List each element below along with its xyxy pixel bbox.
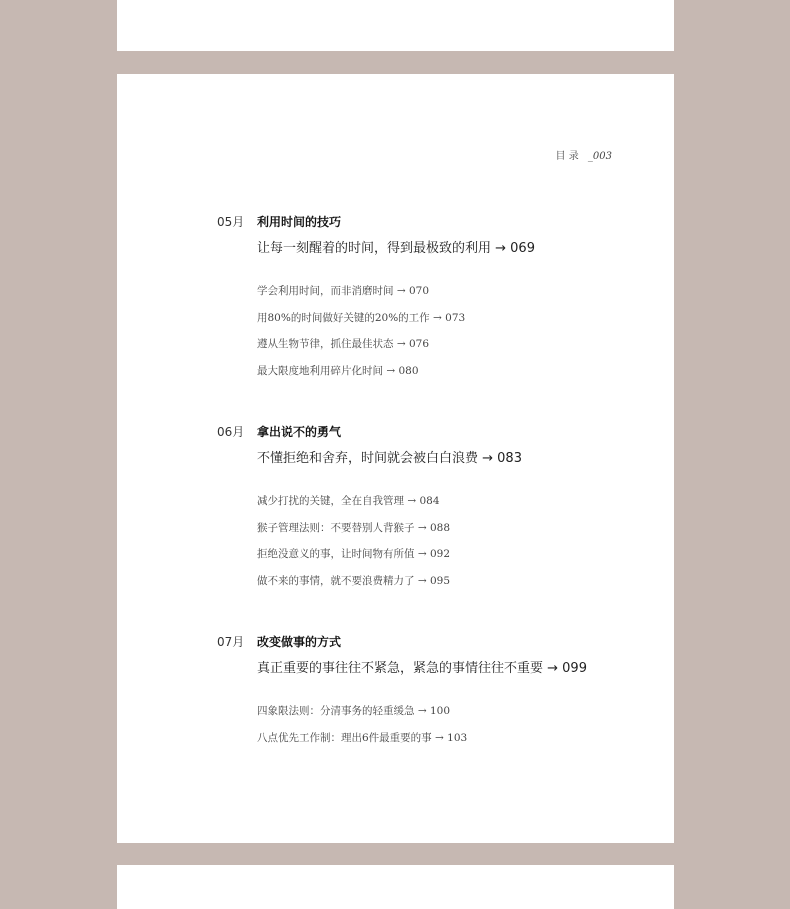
- chapter-subtitle[interactable]: 让每一刻醒着的时间，得到最极致的利用 → 069: [257, 241, 535, 256]
- section-item[interactable]: 猴子管理法则：不要替别人背猴子 → 088: [257, 521, 451, 534]
- chapter-05: [217, 213, 637, 390]
- page-number: _003: [587, 151, 612, 162]
- section-item[interactable]: 最大限度地利用碎片化时间 → 080: [257, 364, 419, 377]
- section-item[interactable]: 四象限法则：分清事务的轻重缓急 → 100: [257, 705, 451, 717]
- header-label: 目 录: [555, 151, 579, 162]
- toc-page: [117, 74, 674, 843]
- chapter-month: 06月: [217, 425, 245, 439]
- chapter-title: 利用时间的技巧: [257, 215, 342, 229]
- section-item[interactable]: 遵从生物节律，抓住最佳状态 → 076: [257, 338, 430, 350]
- chapter-title: 拿出说不的勇气: [257, 425, 342, 439]
- chapter-month: 07月: [217, 635, 245, 649]
- chapter-month: 05月: [217, 215, 245, 229]
- chapter-heading: [217, 633, 637, 651]
- page-header: [556, 147, 612, 162]
- section-item[interactable]: 做不来的事情，就不要浪费精力了 → 095: [257, 574, 451, 587]
- section-item[interactable]: 学会利用时间，而非消磨时间 → 070: [257, 285, 430, 297]
- chapter-06: [217, 423, 637, 600]
- previous-page: [117, 0, 674, 51]
- section-item[interactable]: 八点优先工作制：理出6件最重要的事 → 103: [257, 731, 468, 744]
- chapter-subtitle[interactable]: 不懂拒绝和舍弃，时间就会被白白浪费 → 083: [257, 451, 522, 466]
- section-item[interactable]: 用80%的时间做好关键的20%的工作 → 073: [257, 311, 466, 324]
- section-list: [257, 494, 637, 600]
- section-list: [257, 284, 637, 390]
- chapter-subtitle[interactable]: 真正重要的事往往不紧急，紧急的事情往往不重要 → 099: [257, 661, 587, 676]
- chapter-heading: [217, 213, 637, 231]
- chapter-07: [217, 633, 637, 757]
- section-item[interactable]: 拒绝没意义的事，让时间物有所值 → 092: [257, 548, 451, 560]
- section-list: [257, 704, 637, 757]
- chapter-heading: [217, 423, 637, 441]
- next-page: [117, 865, 674, 909]
- section-item[interactable]: 减少打扰的关键，全在自我管理 → 084: [257, 495, 440, 507]
- chapter-title: 改变做事的方式: [257, 635, 342, 649]
